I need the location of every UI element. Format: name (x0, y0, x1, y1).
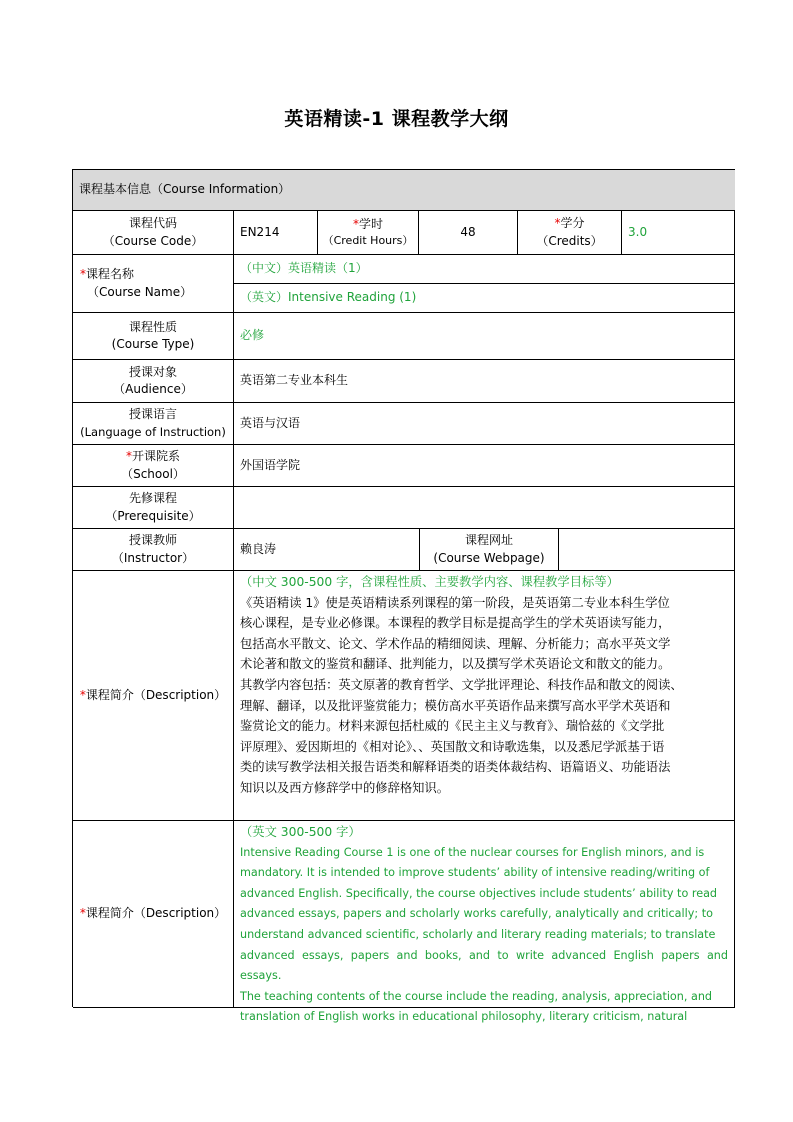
instructor-en: （Instructor） (111, 550, 195, 565)
course-name-en-label: （Course Name） (87, 284, 193, 299)
prerequisite-label (73, 487, 234, 529)
course-code-label (73, 211, 234, 255)
prerequisite-en: （Prerequisite） (105, 508, 201, 523)
description-cn-line: 《英语精读 1》使是英语精读系列课程的第一阶段，是英语第二专业本科生学位 (240, 595, 670, 610)
webpage-label (420, 529, 559, 571)
school-zh: 开课院系 (131, 449, 180, 464)
course-type-label (73, 313, 234, 360)
course-code-en: （Course Code） (102, 233, 204, 248)
language-label (73, 403, 234, 445)
course-type-zh: 课程性质 (128, 319, 177, 334)
course-code-value: EN214 (240, 224, 280, 239)
required-mark: * (80, 267, 86, 282)
required-mark: * (79, 906, 86, 921)
description-cn-line: 评原理》、爱因斯坦的《相对论》、、英国散文和诗歌选集，以及悉尼学派基于语 (240, 739, 665, 754)
section-header-text: 课程基本信息（Course Information） (79, 182, 291, 197)
description-en-line: advanced essays, papers and books, and to write advanced English papers and essays. (240, 948, 728, 983)
description-en-line: Intensive Reading Course 1 is one of the nuclear courses for English minors, and is (240, 845, 705, 859)
description-cn-line: 知识以及西方修辞学中的修辞格知识。 (240, 780, 450, 795)
description-cn-line: 核心课程，是专业必修课。本课程的教学目标是提高学生的学术英语读写能力， (240, 616, 671, 631)
description-cn-line: 其教学内容包括：英文原著的教育哲学、文学批评理论、科技作品和散文的阅读、 (240, 677, 683, 692)
page-title: 英语精读-1 课程教学大纲 (284, 108, 509, 130)
audience-label (73, 360, 234, 403)
instructor-zh: 授课教师 (128, 533, 177, 548)
description-en-line: mandatory. It is intended to improve students’ ability of intensive reading/writing of (240, 866, 710, 880)
description-cn-line: 理解、翻译，以及批评鉴赏能力；模仿高水平英语作品来撰写高水平学术英语和 (240, 698, 671, 713)
description-en-line: The teaching contents of the course include the reading, analysis, appreciation, and (240, 989, 713, 1003)
required-mark: * (125, 449, 132, 464)
description-cn-cell (234, 571, 735, 821)
description-en-hint: （英文 300-500 字） (240, 825, 361, 839)
audience-en: （Audience） (113, 382, 193, 396)
audience-value-cell (234, 360, 735, 403)
credits-label (518, 211, 622, 255)
credit-hours-value-cell (419, 211, 518, 255)
webpage-en: (Course Webpage) (433, 550, 545, 565)
course-name-en-cell (234, 284, 735, 313)
prerequisite-value-cell (234, 487, 735, 529)
school-value: 外国语学院 (240, 457, 301, 472)
school-value-cell (234, 445, 735, 487)
required-mark: * (79, 687, 86, 702)
description-en-label (73, 821, 234, 1008)
description-en-line: translation of English works in educational philosophy, literary criticism, natural (240, 1010, 688, 1024)
section-header (73, 170, 735, 211)
webpage-zh: 课程网址 (464, 533, 513, 548)
course-name-label (73, 255, 234, 313)
instructor-value: 赖良涛 (240, 541, 277, 556)
course-name-zh: （中文）英语精读（1） (240, 261, 368, 276)
description-en-text (240, 822, 728, 1028)
language-en: (Language of Instruction) (80, 424, 226, 439)
language-zh: 授课语言 (128, 407, 177, 422)
language-value-cell (234, 403, 735, 445)
school-en: （School） (121, 466, 185, 481)
description-cn-line: 鉴赏论文的能力。材料来源包括杜威的《民主主义与教育》、瑞恰兹的《文学批 (240, 719, 665, 734)
school-label (73, 445, 234, 487)
course-type-en: (Course Type) (111, 337, 195, 351)
credits-value: 3.0 (628, 224, 648, 239)
description-cn-line: 类的读写教学法相关报告语类和解释语类的语类体裁结构、语篇语义、功能语法 (240, 760, 671, 775)
language-value: 英语与汉语 (240, 415, 301, 430)
webpage-value-cell (559, 529, 735, 571)
course-info-table (72, 169, 735, 1024)
description-cn-hint: （中文 300-500 字，含课程性质、主要教学内容、课程教学目标等） (240, 575, 619, 589)
credits-zh: 学分 (560, 216, 585, 231)
required-mark: * (554, 216, 561, 231)
description-cn-line: 术论著和散文的鉴赏和翻译、批判能力，以及撰写学术英语论文和散文的能力。 (240, 657, 671, 672)
description-cn-text (240, 572, 728, 799)
description-cn-line: 包括高水平散文、论文、学术作品的精细阅读、理解、分析能力；高水平英文学 (240, 636, 671, 651)
required-mark: * (352, 216, 359, 231)
audience-zh: 授课对象 (128, 364, 177, 379)
credit-hours-value: 48 (460, 224, 476, 239)
instructor-label (73, 529, 234, 571)
course-name-zh-label: 课程名称 (86, 267, 135, 282)
description-en-line: understand advanced scientific, scholarly and literary reading materials; to translate (240, 927, 716, 941)
audience-value: 英语第二专业本科生 (240, 373, 349, 388)
description-en-label-text: 课程简介（Description） (85, 906, 227, 921)
credits-en: （Credits） (536, 233, 603, 248)
credits-value-cell (622, 211, 735, 255)
course-name-zh-cell (234, 255, 735, 284)
description-en-cell (234, 821, 735, 1024)
description-en-line: advanced essays, papers and scholarly works carefully, analytically and critically; to (240, 907, 713, 921)
description-en-line: advanced English. Specifically, the course objectives include students’ ability to read (240, 886, 718, 900)
prerequisite-zh: 先修课程 (128, 491, 177, 506)
description-cn-label-text: 课程简介（Description） (85, 687, 227, 702)
course-name-en: （英文）Intensive Reading (1) (240, 290, 417, 305)
course-code-value-cell (234, 211, 318, 255)
credit-hours-label (318, 211, 419, 255)
credit-hours-zh: 学时 (358, 216, 383, 231)
course-code-zh: 课程代码 (128, 216, 177, 231)
instructor-value-cell (234, 529, 420, 571)
description-cn-label (73, 571, 234, 821)
course-type-value-cell (234, 313, 735, 360)
credit-hours-en: （Credit Hours） (322, 234, 414, 248)
course-type-value: 必修 (240, 328, 265, 343)
